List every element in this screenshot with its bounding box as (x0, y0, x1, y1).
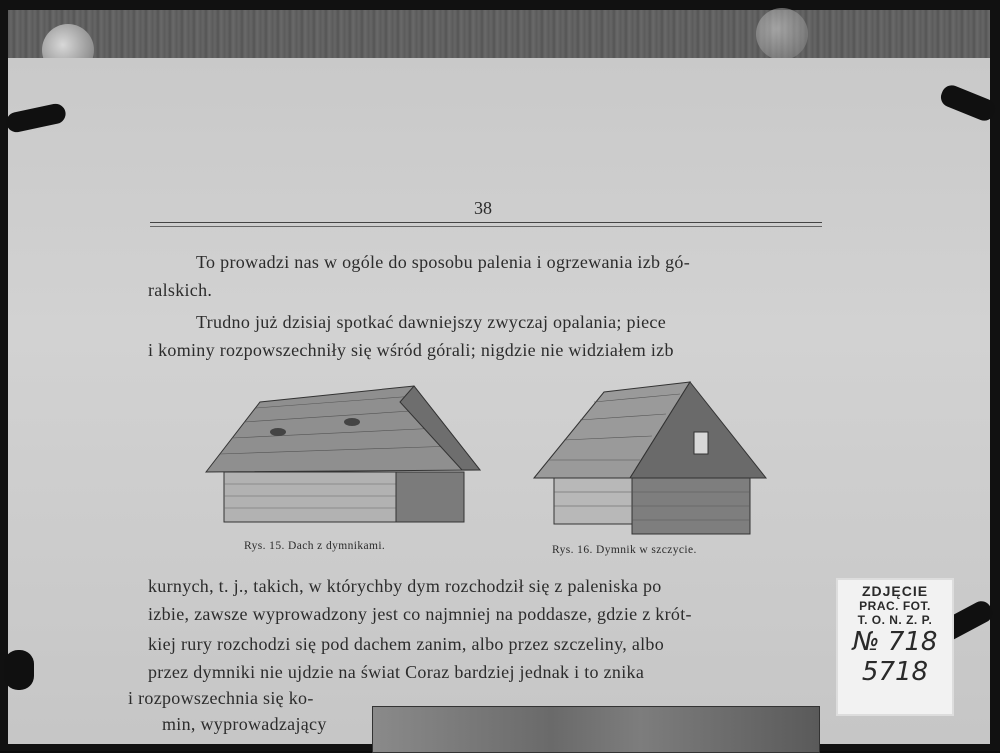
text-line: izbie, zawsze wyprowadzony jest co najmniej na poddasze, gdzie z krót- (148, 604, 692, 624)
stamp-number: № 718 (852, 627, 938, 657)
partial-illustration (372, 706, 820, 753)
header-rule (150, 226, 822, 227)
house-with-roof-vents-illustration (200, 384, 486, 536)
stamp-line: T. O. N. Z. P. (857, 613, 933, 627)
text-line: Trudno już dzisiaj spotkać dawniejszy zwyczaj opalania; piece (196, 312, 666, 332)
clip-icon (4, 650, 34, 690)
stamp-title: ZDJĘCIE (861, 583, 929, 599)
text-line: i kominy rozpowszechniły się wśród górali; nigdzie nie widziałem izb (148, 340, 674, 360)
text-line: min, wyprowadzający (162, 714, 327, 734)
wooden-board (8, 10, 990, 60)
text-line: kurnych, t. j., takich, w którychby dym rozchodził się z paleniska po (148, 576, 662, 596)
text-line: To prowadzi nas w ogóle do sposobu palenia i ogrzewania izb gó- (196, 252, 691, 272)
stamp-catalog-number: 5718 (861, 657, 929, 687)
text-line: ralskich. (148, 280, 213, 300)
text-line: przez dymniki nie ujdzie na świat Coraz bardziej jednak i to znika (148, 662, 645, 682)
text-line: kiej rury rozchodzi się pod dachem zanim, albo przez szczeliny, albo (148, 634, 665, 654)
page-number: 38 (474, 198, 492, 218)
text-line: i rozpowszechnia się ko- (128, 688, 314, 708)
figure-caption: Rys. 16. Dymnik w szczycie. (552, 544, 697, 556)
header-rule (150, 222, 822, 223)
stamp-line: PRAC. FOT. (859, 599, 931, 613)
thumbtack-icon (756, 8, 808, 60)
archive-stamp (836, 578, 954, 716)
figure-caption: Rys. 15. Dach z dymnikami. (244, 540, 386, 552)
house-with-gable-vent-illustration (530, 380, 770, 540)
